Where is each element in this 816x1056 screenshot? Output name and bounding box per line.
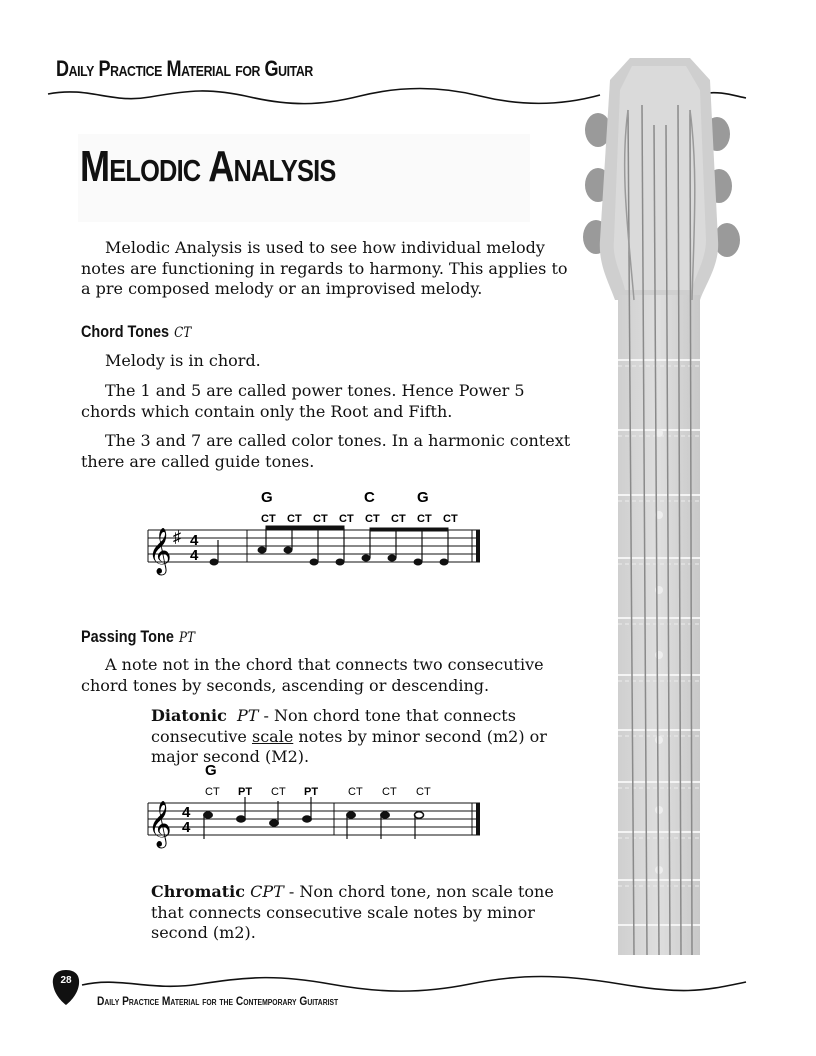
note	[415, 812, 424, 818]
chord-symbol: G	[205, 762, 217, 779]
note	[210, 559, 218, 565]
diatonic-abbr: PT	[237, 706, 259, 725]
note	[258, 547, 266, 553]
note	[347, 812, 356, 818]
tone-label: CT	[416, 786, 431, 798]
diatonic-underlined: scale	[251, 726, 294, 746]
diatonic-label: Diatonic	[151, 706, 227, 725]
tone-label: CT	[313, 513, 328, 525]
tone-label: CT	[339, 513, 354, 525]
guitar-pick-icon	[52, 968, 82, 1008]
tone-label: CT	[417, 513, 432, 525]
key-signature-sharp-icon: ♯	[173, 529, 181, 546]
note	[284, 547, 292, 553]
tone-label: CT	[443, 513, 458, 525]
note	[237, 816, 246, 822]
time-sig-bottom: 4	[190, 547, 199, 564]
note	[440, 559, 448, 565]
chord-symbol: C	[364, 489, 375, 506]
chord-tones-abbr: CT	[174, 325, 192, 341]
note	[336, 559, 344, 565]
tone-label: CT	[261, 513, 276, 525]
treble-clef-icon: 𝄞	[148, 802, 172, 846]
passing-tone-heading	[81, 627, 195, 647]
chord-tones-heading-text: Chord Tones	[81, 322, 170, 341]
passing-tone-heading-text: Passing Tone	[81, 627, 174, 646]
intro-paragraph: Melodic Analysis is used to see how individual melody notes are functioning in regards to harmony. This applies to a pre composed melody or an improvised melody.	[81, 238, 568, 298]
chord-tones-p1: Melody is in chord.	[105, 351, 261, 370]
note	[270, 820, 279, 826]
treble-clef-icon: 𝄞	[148, 529, 172, 573]
chromatic-paragraph	[151, 882, 571, 944]
note	[310, 559, 318, 565]
tone-label: CT	[271, 786, 286, 798]
tone-label: CT	[391, 513, 406, 525]
chord-tones-heading	[81, 322, 191, 342]
diatonic-text-before: - Non chord tone that connects consecutive	[151, 706, 516, 746]
diatonic-text-after: notes by minor second (m2) or major second (M2).	[151, 726, 547, 766]
footer-title: Daily Practice Material for the Contemporary Guitarist	[97, 994, 339, 1008]
chord-tones-p3: The 3 and 7 are called color tones. In a harmonic context there are called guide tones.	[81, 431, 571, 471]
tone-label: CT	[382, 786, 397, 798]
chord-tones-p2: The 1 and 5 are called power tones. Hence Power 5 chords which contain only the Root and Fifth.	[81, 381, 525, 421]
passing-tone-abbr: PT	[178, 630, 195, 646]
chord-symbol: G	[261, 489, 273, 506]
note	[388, 555, 396, 561]
note	[303, 816, 312, 822]
tone-label: CT	[287, 513, 302, 525]
note	[381, 812, 390, 818]
time-sig-top: 4	[182, 804, 191, 821]
note	[204, 812, 213, 818]
note	[362, 555, 370, 561]
time-sig-bottom: 4	[182, 819, 191, 836]
chord-symbol: G	[417, 489, 429, 506]
chromatic-abbr: CPT	[250, 882, 284, 901]
tone-label: PT	[304, 786, 319, 798]
guitar-headstock-illustration	[570, 50, 750, 960]
passing-tone-p1: A note not in the chord that connects two consecutive chord tones by seconds, ascending or descending.	[81, 655, 544, 695]
header-title: Daily Practice Material for Guitar	[56, 56, 313, 81]
passing-tone-staff-example	[140, 755, 500, 850]
page-title: Melodic Analysis	[80, 142, 336, 191]
tone-label: CT	[348, 786, 363, 798]
tone-label: CT	[365, 513, 380, 525]
tone-label: PT	[238, 786, 253, 798]
chromatic-text: - Non chord tone, non scale tone that connects consecutive scale notes by minor second (m2).	[151, 882, 554, 942]
chromatic-label: Chromatic	[151, 882, 245, 901]
page-number: 28	[60, 975, 72, 986]
time-sig-top: 4	[190, 532, 199, 549]
tone-label: CT	[205, 786, 220, 798]
chord-tones-staff-example	[140, 480, 500, 580]
note	[414, 559, 422, 565]
